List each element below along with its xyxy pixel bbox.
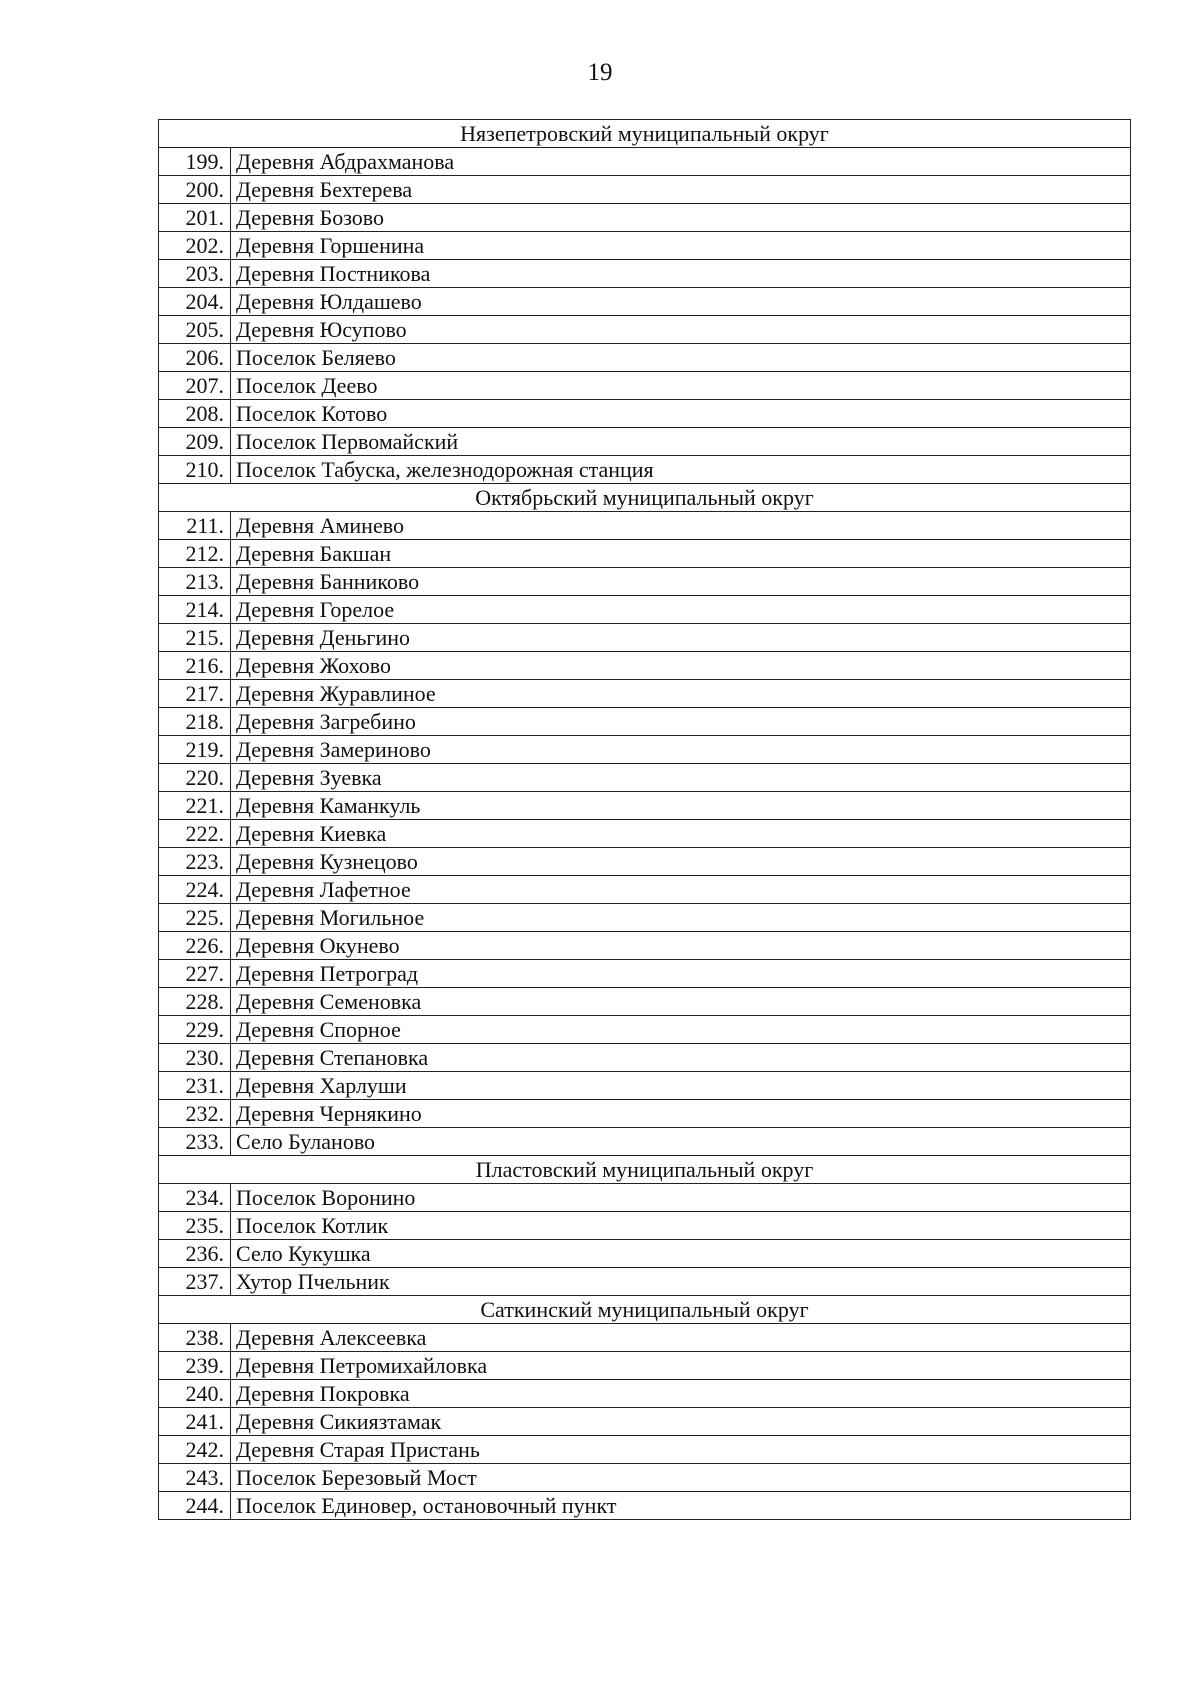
table-row [159,680,1131,708]
row-number: 225. [159,904,231,932]
row-number: 214. [159,596,231,624]
table-row [159,316,1131,344]
row-number: 221. [159,792,231,820]
row-number: 232. [159,1100,231,1128]
row-number: 215. [159,624,231,652]
table-row [159,540,1131,568]
settlement-name: Поселок Воронино [231,1184,1131,1212]
table-row [159,176,1131,204]
settlement-name: Поселок Беляево [231,344,1131,372]
section-title: Нязепетровский муниципальный округ [159,120,1131,148]
table-row [159,400,1131,428]
table-row [159,820,1131,848]
section-header-row [159,484,1131,512]
row-number: 228. [159,988,231,1016]
table-row [159,624,1131,652]
table-row [159,904,1131,932]
settlement-name: Деревня Горелое [231,596,1131,624]
row-number: 238. [159,1324,231,1352]
settlement-name: Деревня Бакшан [231,540,1131,568]
table-row [159,260,1131,288]
table-row [159,1408,1131,1436]
row-number: 230. [159,1044,231,1072]
row-number: 229. [159,1016,231,1044]
table-row [159,988,1131,1016]
settlement-name: Деревня Покровка [231,1380,1131,1408]
table-row [159,792,1131,820]
table-row [159,1436,1131,1464]
settlement-name: Деревня Юлдашево [231,288,1131,316]
row-number: 236. [159,1240,231,1268]
table-row [159,596,1131,624]
settlement-name: Деревня Кузнецово [231,848,1131,876]
settlement-name: Деревня Спорное [231,1016,1131,1044]
settlement-name: Деревня Бехтерева [231,176,1131,204]
row-number: 220. [159,764,231,792]
settlement-name: Село Кукушка [231,1240,1131,1268]
table-row [159,232,1131,260]
row-number: 204. [159,288,231,316]
settlement-name: Деревня Киевка [231,820,1131,848]
settlement-name: Поселок Котово [231,400,1131,428]
row-number: 209. [159,428,231,456]
row-number: 201. [159,204,231,232]
row-number: 224. [159,876,231,904]
table-row [159,1184,1131,1212]
row-number: 227. [159,960,231,988]
settlement-name: Деревня Банниково [231,568,1131,596]
row-number: 212. [159,540,231,568]
table-row [159,288,1131,316]
table-row [159,1492,1131,1520]
settlement-name: Деревня Лафетное [231,876,1131,904]
settlements-table-body [159,120,1131,1520]
settlement-name: Деревня Харлуши [231,1072,1131,1100]
settlement-name: Деревня Постникова [231,260,1131,288]
settlement-name: Поселок Березовый Мост [231,1464,1131,1492]
table-row [159,652,1131,680]
section-title: Саткинский муниципальный округ [159,1296,1131,1324]
settlement-name: Поселок Единовер, остановочный пункт [231,1492,1131,1520]
row-number: 226. [159,932,231,960]
row-number: 234. [159,1184,231,1212]
table-row [159,1100,1131,1128]
row-number: 199. [159,148,231,176]
table-row [159,428,1131,456]
settlement-name: Деревня Журавлиное [231,680,1131,708]
row-number: 244. [159,1492,231,1520]
table-row [159,1324,1131,1352]
row-number: 237. [159,1268,231,1296]
row-number: 211. [159,512,231,540]
settlement-name: Деревня Петромихайловка [231,1352,1131,1380]
table-row [159,1464,1131,1492]
table-row [159,708,1131,736]
row-number: 205. [159,316,231,344]
table-row [159,1240,1131,1268]
table-row [159,512,1131,540]
table-row [159,1352,1131,1380]
table-row [159,848,1131,876]
section-header-row [159,120,1131,148]
settlement-name: Деревня Старая Пристань [231,1436,1131,1464]
settlement-name: Поселок Котлик [231,1212,1131,1240]
row-number: 206. [159,344,231,372]
row-number: 210. [159,456,231,484]
settlement-name: Деревня Юсупово [231,316,1131,344]
table-row [159,344,1131,372]
row-number: 222. [159,820,231,848]
row-number: 233. [159,1128,231,1156]
row-number: 216. [159,652,231,680]
row-number: 208. [159,400,231,428]
table-row [159,932,1131,960]
row-number: 231. [159,1072,231,1100]
row-number: 242. [159,1436,231,1464]
table-row [159,1072,1131,1100]
row-number: 241. [159,1408,231,1436]
row-number: 223. [159,848,231,876]
table-row [159,148,1131,176]
row-number: 239. [159,1352,231,1380]
settlement-name: Деревня Петроград [231,960,1131,988]
settlement-name: Хутор Пчельник [231,1268,1131,1296]
table-row [159,1212,1131,1240]
section-title: Октябрьский муниципальный округ [159,484,1131,512]
table-row [159,568,1131,596]
settlement-name: Деревня Бозово [231,204,1131,232]
row-number: 213. [159,568,231,596]
settlement-name: Деревня Степановка [231,1044,1131,1072]
settlement-name: Деревня Окунево [231,932,1131,960]
row-number: 203. [159,260,231,288]
row-number: 240. [159,1380,231,1408]
settlement-name: Деревня Зуевка [231,764,1131,792]
row-number: 207. [159,372,231,400]
section-header-row [159,1156,1131,1184]
table-row [159,1128,1131,1156]
table-row [159,876,1131,904]
row-number: 217. [159,680,231,708]
table-row [159,764,1131,792]
settlement-name: Деревня Могильное [231,904,1131,932]
row-number: 218. [159,708,231,736]
settlement-name: Деревня Горшенина [231,232,1131,260]
row-number: 200. [159,176,231,204]
row-number: 219. [159,736,231,764]
table-row [159,1044,1131,1072]
settlement-name: Деревня Алексеевка [231,1324,1131,1352]
settlement-name: Поселок Первомайский [231,428,1131,456]
settlements-table [158,119,1131,1520]
settlement-name: Село Буланово [231,1128,1131,1156]
table-row [159,1380,1131,1408]
settlement-name: Деревня Замериново [231,736,1131,764]
settlement-name: Деревня Каманкуль [231,792,1131,820]
table-row [159,960,1131,988]
settlement-name: Поселок Табуска, железнодорожная станция [231,456,1131,484]
row-number: 235. [159,1212,231,1240]
table-row [159,1268,1131,1296]
settlement-name: Поселок Деево [231,372,1131,400]
table-row [159,372,1131,400]
page-number: 19 [587,59,613,86]
section-header-row [159,1296,1131,1324]
row-number: 202. [159,232,231,260]
settlement-name: Деревня Абдрахманова [231,148,1131,176]
settlement-name: Деревня Чернякино [231,1100,1131,1128]
row-number: 243. [159,1464,231,1492]
settlement-name: Деревня Семеновка [231,988,1131,1016]
table-row [159,1016,1131,1044]
settlement-name: Деревня Сикиязтамак [231,1408,1131,1436]
section-title: Пластовский муниципальный округ [159,1156,1131,1184]
settlement-name: Деревня Аминево [231,512,1131,540]
table-row [159,736,1131,764]
settlement-name: Деревня Загребино [231,708,1131,736]
table-row [159,456,1131,484]
settlement-name: Деревня Деньгино [231,624,1131,652]
settlement-name: Деревня Жохово [231,652,1131,680]
table-row [159,204,1131,232]
